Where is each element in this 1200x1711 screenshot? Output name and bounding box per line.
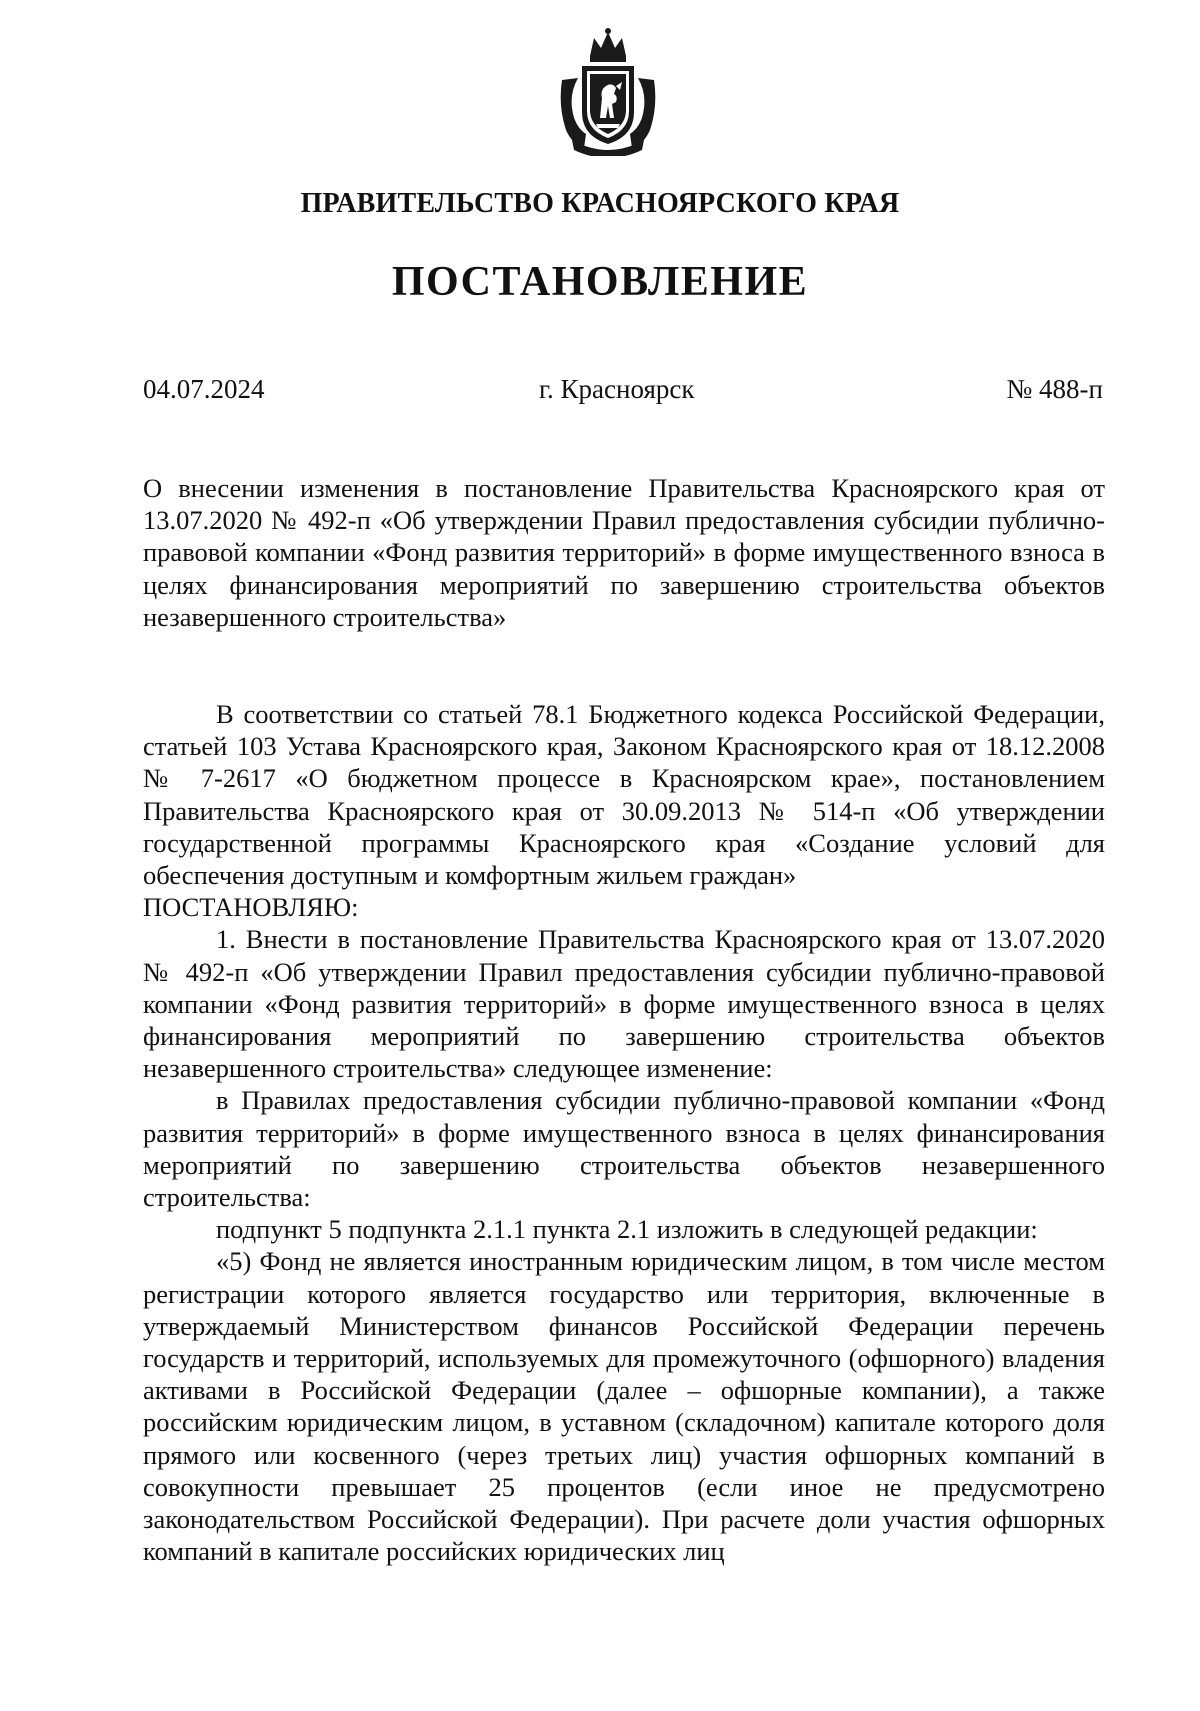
new-wording-paragraph: «5) Фонд не является иностранным юридическим лицом, в том числе местом регистрации которого является государство или территория, включенные в утверждаемый Министерством финансов Российской Федерации перечень государств и территорий, используемых для промежуточного (офшорного) владения активами в Российской Федерации (далее – офшорные компании), а также российским юридическим лицом, в уставном (складочном) капитале которого доля прямого или косвенного (через третьих лиц) участия офшорных компаний в совокупности превышает 25 процентов (если иное не предусмотрено законодательством Российской Федерации). При расчете доли участия офшорных компаний в капитале российских юридических лиц xyxy=(143,1246,1105,1567)
preamble-paragraph: В соответствии со статьей 78.1 Бюджетного кодекса Российской Федерации, статьей 103 Устава Красноярского края, Законом Красноярского края от 18.12.2008 № 7-2617 «О бюджетном процессе в Красноярском крае», постановлением Правительства Красноярского края от 30.09.2013 № 514-п «Об утверждении государственной программы Красноярского края «Создание условий для обеспечения доступным и комфортным жильем граждан» xyxy=(143,699,1105,891)
document-type-title: ПОСТАНОВЛЕНИЕ xyxy=(391,259,809,305)
document-number: № 488-п xyxy=(1006,374,1103,404)
document-city: г. Красноярск xyxy=(539,374,695,404)
rules-paragraph: в Правилах предоставления субсидии публично-правовой компании «Фонд развития территорий» в форме имущественного взноса в целях финансирования мероприятий по завершению строительства объектов незавершенного строительства: xyxy=(143,1085,1105,1213)
subject-text: О внесении изменения в постановление Правительства Красноярского края от 13.07.2020 № 492-п «Об утверждении Правил предоставления субсидии публично-правовой компании «Фонд развития территорий» в форме имущественного взноса в целях финансирования мероприятий по завершению строительства объектов незавершенного строительства» xyxy=(143,473,1105,632)
subclause-paragraph: подпункт 5 подпункта 2.1.1 пункта 2.1 изложить в следующей редакции: xyxy=(216,1214,1038,1245)
document-body xyxy=(143,698,1105,1567)
document-date: 04.07.2024 xyxy=(143,374,265,404)
organization-title: ПРАВИТЕЛЬСТВО КРАСНОЯРСКОГО КРАЯ xyxy=(300,188,900,219)
krasnoyarsk-coat-of-arms-icon xyxy=(556,26,660,156)
item-1-paragraph: 1. Внести в постановление Правительства Красноярского края от 13.07.2020 № 492-п «Об утверждении Правил предоставления субсидии публично-правовой компании «Фонд развития территорий» в форме имущественного взноса в целях финансирования мероприятий по завершению строительства объектов незавершенного строительства» следующее изменение: xyxy=(143,924,1105,1084)
document-subject xyxy=(143,472,1105,633)
document-meta-row xyxy=(143,374,1103,410)
decree-word: ПОСТАНОВЛЯЮ: xyxy=(143,892,359,923)
